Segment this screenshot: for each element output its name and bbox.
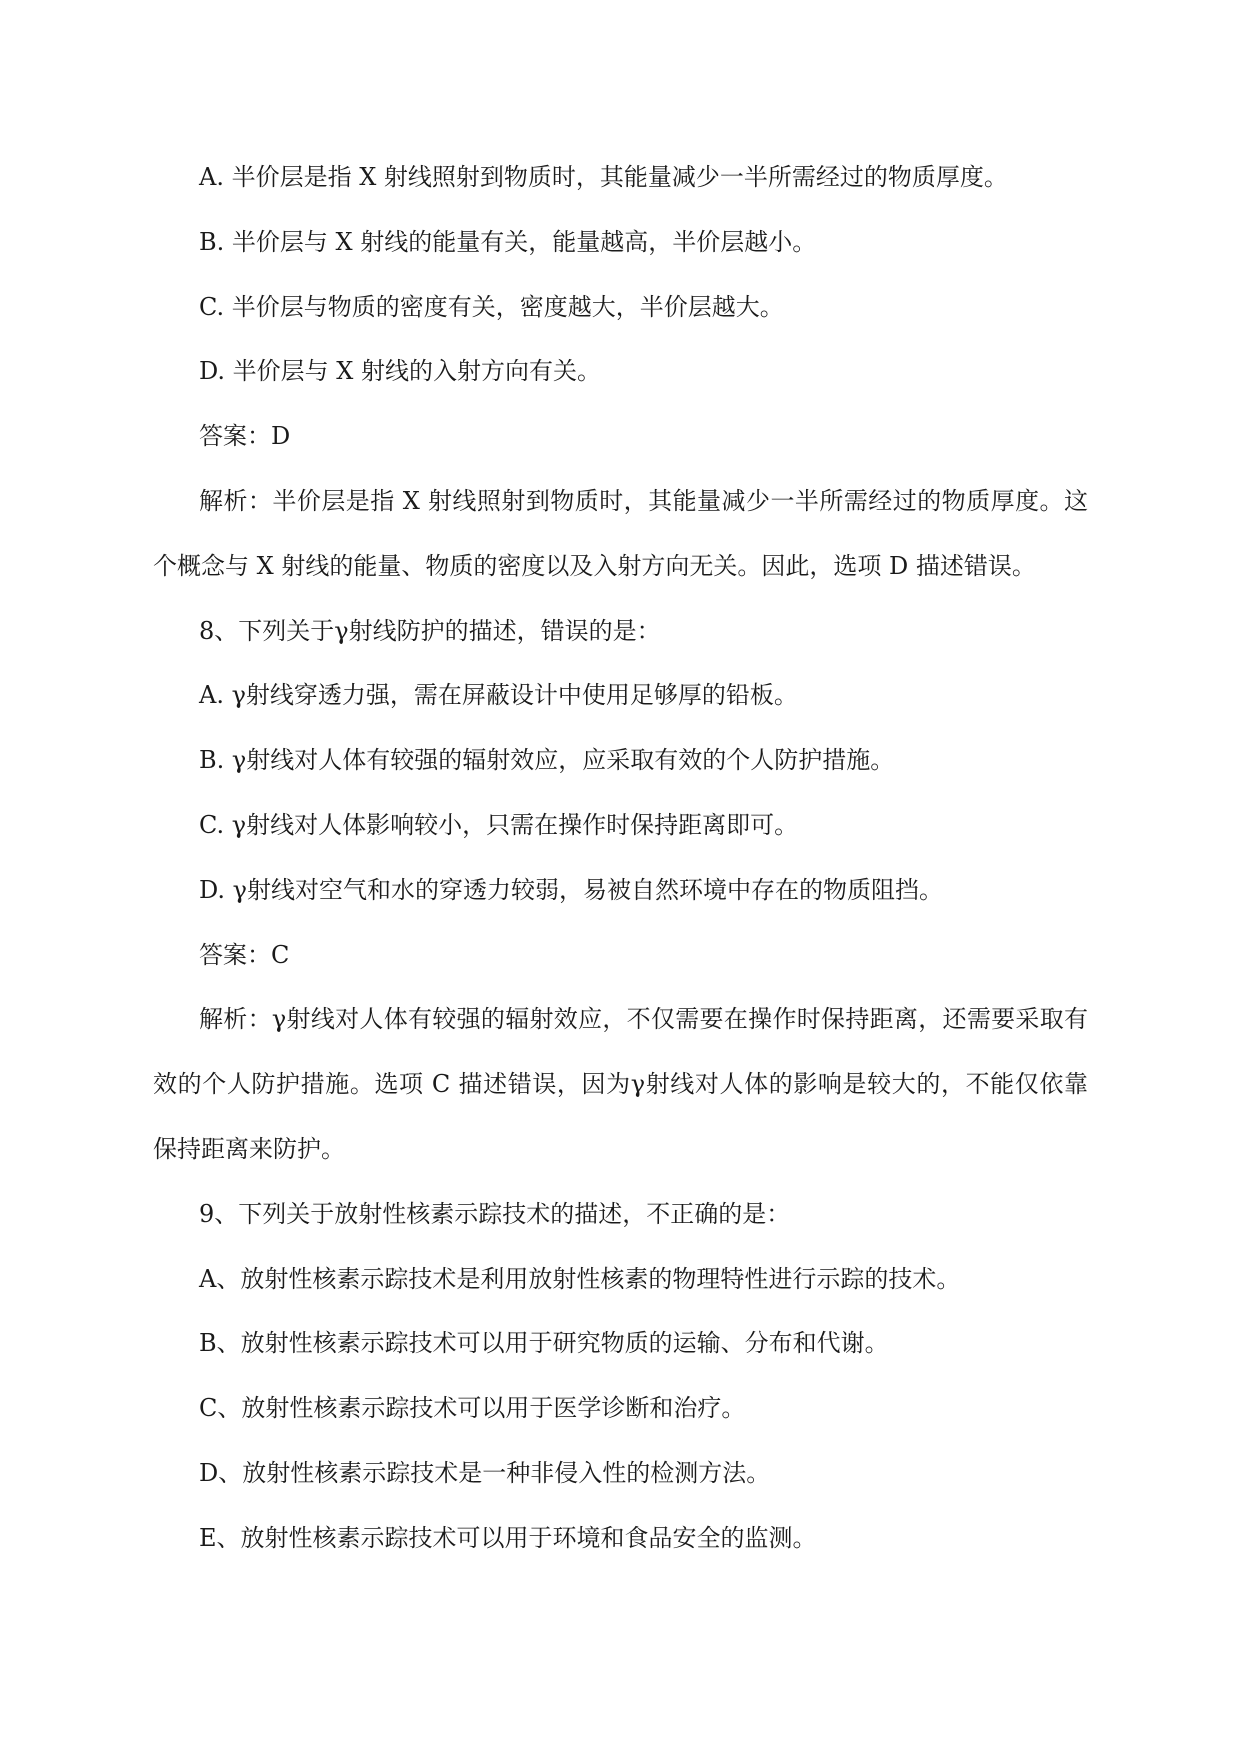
q9-option-b: B、放射性核素示踪技术可以用于研究物质的运输、分布和代谢。 <box>199 1329 889 1358</box>
q8-option-b: B. γ射线对人体有较强的辐射效应，应采取有效的个人防护措施。 <box>199 746 895 775</box>
q7-analysis: 解析：半价层是指 X 射线照射到物质时，其能量减少一半所需经过的物质厚度。这个概念与 X 射线的能量、物质的密度以及入射方向无关。因此，选项 D 描述错误。 <box>153 486 1088 580</box>
q8-answer: 答案：C <box>199 940 290 969</box>
q8-question: 8、下列关于γ射线防护的描述，错误的是： <box>199 616 661 645</box>
q9-option-a: A、放射性核素示踪技术是利用放射性核素的物理特性进行示踪的技术。 <box>199 1264 961 1293</box>
q8-option-a: A. γ射线穿透力强，需在屏蔽设计中使用足够厚的铅板。 <box>199 681 798 710</box>
q9-option-d: D、放射性核素示踪技术是一种非侵入性的检测方法。 <box>199 1458 771 1487</box>
q8-option-c: C. γ射线对人体影响较小，只需在操作时保持距离即可。 <box>199 810 799 839</box>
page-content <box>153 145 1088 1571</box>
q8-analysis: 解析：γ射线对人体有较强的辐射效应，不仅需要在操作时保持距离，还需要采取有效的个人防护措施。选项 C 描述错误，因为γ射线对人体的影响是较大的，不能仅依靠保持距离来防护。 <box>153 1005 1088 1163</box>
q7-answer: 答案：D <box>199 422 291 451</box>
q8-option-d: D. γ射线对空气和水的穿透力较弱，易被自然环境中存在的物质阻挡。 <box>199 875 943 904</box>
q7-option-d: D. 半价层与 X 射线的入射方向有关。 <box>199 357 601 386</box>
q7-option-b: B. 半价层与 X 射线的能量有关，能量越高，半价层越小。 <box>199 227 817 256</box>
q7-option-c: C. 半价层与物质的密度有关，密度越大，半价层越大。 <box>199 292 784 321</box>
q7-option-a: A. 半价层是指 X 射线照射到物质时，其能量减少一半所需经过的物质厚度。 <box>199 163 1008 191</box>
q9-question: 9、下列关于放射性核素示踪技术的描述，不正确的是： <box>199 1199 791 1228</box>
q9-option-e: E、放射性核素示踪技术可以用于环境和食品安全的监测。 <box>199 1523 817 1552</box>
q9-option-c: C、放射性核素示踪技术可以用于医学诊断和治疗。 <box>199 1394 746 1423</box>
